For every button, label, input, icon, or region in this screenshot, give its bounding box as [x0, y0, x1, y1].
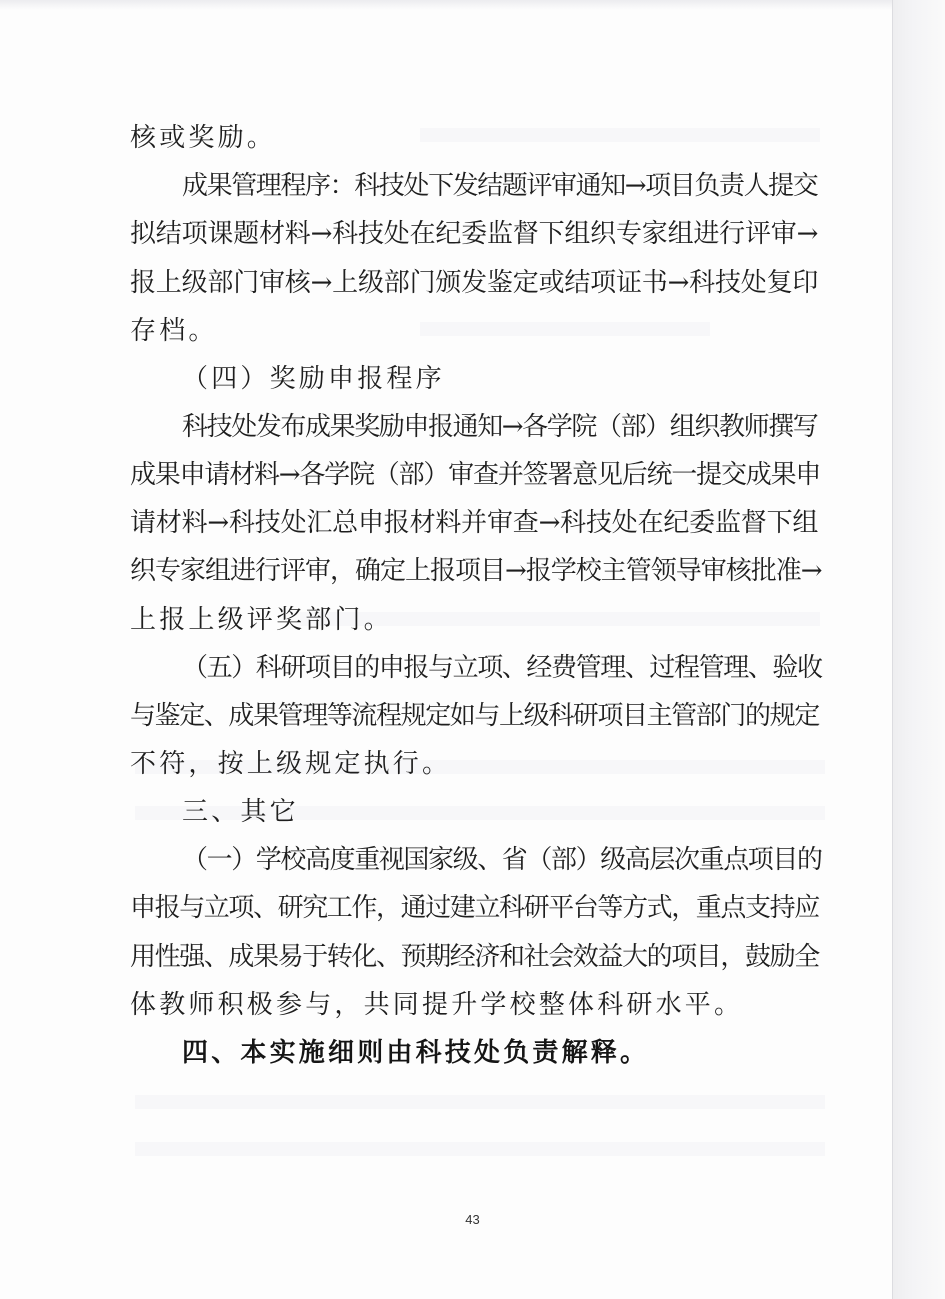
page-number: 43 — [465, 1212, 480, 1227]
show-through-line — [135, 1095, 825, 1109]
text-line: 核或奖励。 — [130, 123, 277, 153]
text-line: 存档。 — [130, 316, 218, 346]
text-line: 请材料→科技处汇总申报材料并审查→科技处在纪委监督下组 — [130, 508, 819, 538]
text-line: 拟结项课题材料→科技处在纪委监督下组织专家组进行评审→ — [130, 219, 819, 249]
paragraph-start-line: （五）科研项目的申报与立项、经费管理、过程管理、验收 — [182, 653, 822, 683]
paragraph-start-line: 科技处发布成果奖励申报通知→各学院（部）组织教师撰写 — [182, 412, 818, 442]
show-through-line — [420, 322, 710, 336]
text-line: 不符，按上级规定执行。 — [130, 749, 452, 779]
show-through-line — [420, 128, 820, 142]
show-through-line — [135, 1142, 825, 1156]
text-line: 上报上级评奖部门。 — [130, 605, 393, 635]
section-heading: 三、其它 — [182, 797, 299, 827]
paragraph-start-line: 成果管理程序：科技处下发结题评审通知→项目负责人提交 — [182, 171, 818, 201]
subsection-heading: （四）奖励申报程序 — [182, 364, 445, 394]
scan-shadow-top — [0, 0, 893, 10]
text-line: 报上级部门审核→上级部门颁发鉴定或结项证书→科技处复印 — [130, 268, 819, 298]
text-line: 体教师积极参与，共同提升学校整体科研水平。 — [130, 990, 744, 1020]
text-line: 用性强、成果易于转化、预期经济和社会效益大的项目，鼓励全 — [130, 942, 819, 972]
section-heading-bold: 四、本实施细则由科技处负责解释。 — [182, 1038, 650, 1068]
page-edge-shadow — [892, 0, 945, 1299]
text-line: 成果申请材料→各学院（部）审查并签署意见后统一提交成果申 — [130, 460, 821, 490]
text-line: 织专家组进行评审，确定上报项目→报学校主管领导审核批准→ — [130, 556, 822, 586]
text-line: 与鉴定、成果管理等流程规定如与上级科研项目主管部门的规定 — [130, 701, 819, 731]
paragraph-start-line: （一）学校高度重视国家级、省（部）级高层次重点项目的 — [182, 845, 822, 875]
text-line: 申报与立项、研究工作，通过建立科研平台等方式，重点支持应 — [130, 893, 819, 923]
